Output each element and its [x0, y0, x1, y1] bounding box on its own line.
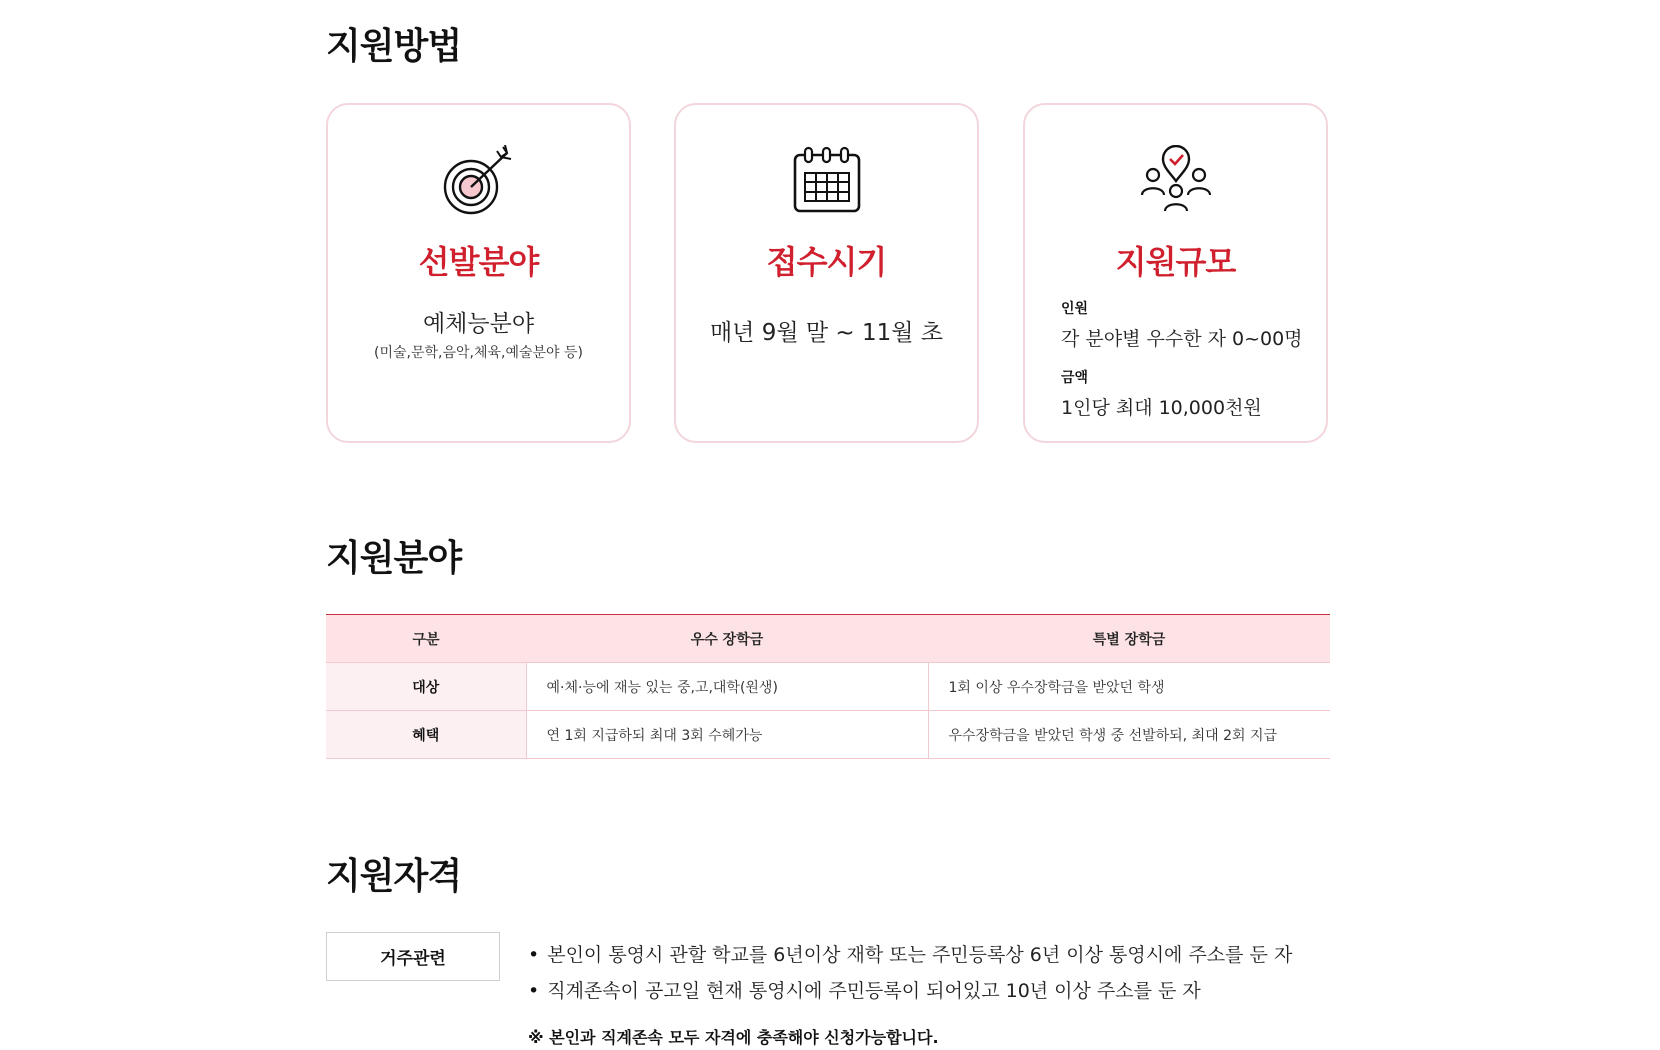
qualification-note: ※ 본인과 직계존속 모두 자격에 충족해야 신청가능합니다.: [528, 1028, 939, 1047]
table-header-row: [326, 615, 1330, 663]
scale-label: 인원: [1061, 301, 1089, 317]
section-title-method: 지원방법: [326, 26, 462, 67]
method-cards: [326, 103, 1330, 447]
table-cell: 예·체·능에 재능 있는 중,고,대학(원생): [546, 679, 778, 696]
calendar-icon: [676, 145, 977, 219]
table-row: [326, 663, 1330, 711]
table-cell: 1회 이상 우수장학금을 받았던 학생: [928, 663, 1330, 711]
card-title: 지원규모: [1115, 243, 1236, 281]
row-label: 혜택: [326, 711, 526, 759]
card-main-text: 예체능분야: [422, 311, 535, 337]
table-cell: 연 1회 지급하되 최대 3회 수혜가능: [546, 727, 763, 744]
card-title: 선발분야: [418, 243, 539, 281]
card-main-text: 매년 9월 말 ~ 11월 초: [709, 320, 944, 346]
qualification-list: [528, 940, 1292, 1012]
table-cell: 우수장학금을 받았던 학생 중 선발하되, 최대 2회 지급: [928, 711, 1330, 759]
card-selection-field: [326, 103, 631, 443]
section-title-fields: 지원분야: [326, 538, 462, 579]
scale-item-amount: [1061, 367, 1306, 420]
scale-item-headcount: [1061, 298, 1306, 351]
table-row: [326, 711, 1330, 759]
qualification-tag: 거주관련: [326, 932, 500, 981]
list-item: • 직계존속이 공고일 현재 통영시에 주민등록이 되어있고 10년 이상 주소를 둔 자: [528, 976, 1292, 1012]
scholarship-table: [326, 614, 1330, 759]
scale-label: 금액: [1061, 370, 1089, 386]
card-sub-text: (미술,문학,음악,체육,예술분야 등): [374, 345, 583, 361]
table-header: 우수 장학금: [690, 631, 764, 648]
card-title: 접수시기: [766, 243, 887, 281]
list-item: • 본인이 통영시 관할 학교를 6년이상 재학 또는 주민등록상 6년 이상 통영시에 주소를 둔 자: [528, 940, 1292, 976]
scale-value: 각 분야별 우수한 자 0~00명: [1061, 328, 1303, 350]
table-header: 특별 장학금: [1092, 631, 1166, 648]
row-label: 대상: [326, 663, 526, 711]
table-header: 구분: [412, 631, 440, 648]
card-support-scale: [1023, 103, 1328, 443]
scale-value: 1인당 최대 10,000천원: [1061, 397, 1262, 419]
target-icon: [328, 145, 629, 219]
card-application-period: [674, 103, 979, 443]
section-title-qualification: 지원자격: [326, 856, 462, 897]
people-location-icon: [1025, 145, 1326, 219]
